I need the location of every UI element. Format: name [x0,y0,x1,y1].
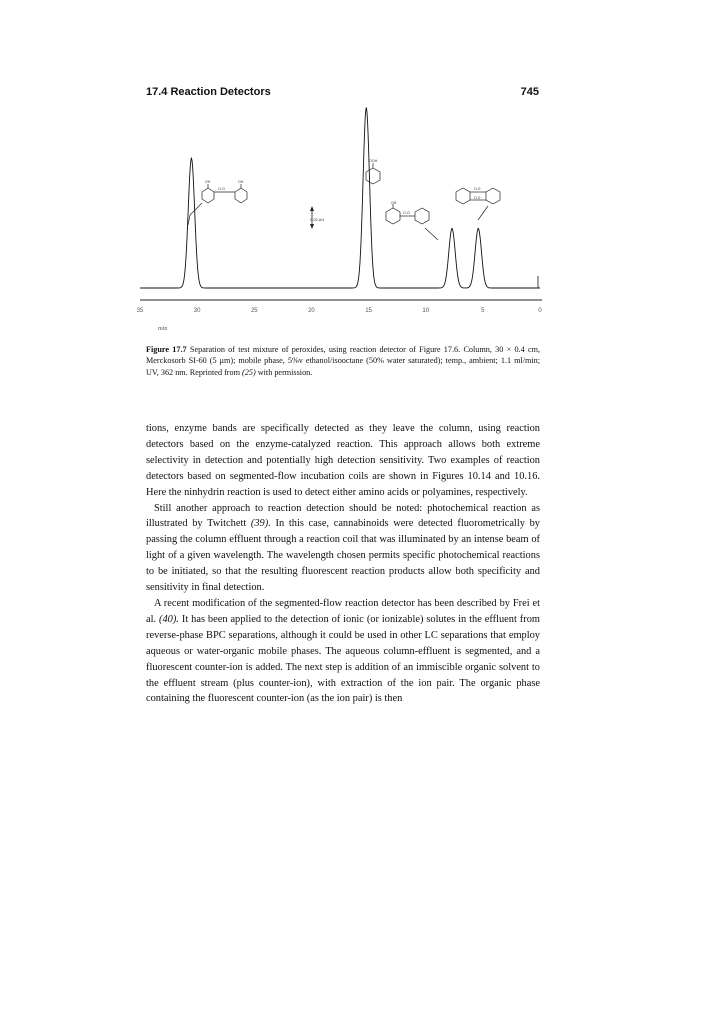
figure-number: Figure 17.7 [146,345,187,354]
figure-caption [146,344,540,378]
paragraph-3-ref: (40). [159,613,179,625]
paragraph-3-start: A recent modification of the segmented-flow reaction detector has been described by Frei et al. [146,597,540,625]
body-text [146,421,540,707]
peak-apex-4 [478,228,479,229]
label-oo-4a: O-O [474,187,481,191]
structure-cyclic-diperoxide [456,188,500,220]
x-tick-label: 35 [136,308,144,314]
label-oo-4b: O-O [474,196,481,200]
structure-hydroperoxide [366,163,380,184]
page-number: 745 [520,86,539,98]
label-oh-3: OH [391,201,397,205]
x-tick-label: 30 [193,308,201,314]
label-oh-left: OH [205,180,211,184]
peak-apex-1 [191,158,192,159]
x-tick-label: 0 [538,308,542,314]
label-oh-right: OH [238,180,244,184]
peak-apex-2 [366,107,367,108]
caption-reference: (25) [242,367,256,377]
paragraph-2-ref: (39). [250,518,271,530]
structure-hydroxy-peroxide [386,204,438,240]
paragraph-2-end: In this case, cannabinoids were detected fluorometrically by passing the column effluent through a reaction coil that was illuminated by an intense beam of light of a given wavelength. The wavelength chosen permits specific photochemical reactions to be initiated, so that the resulting fluorescent reaction products allow both specificity and sensitivity in final detection. [146,518,540,594]
paragraph-2-start: Still another approach to reaction detection should be noted: photochemical reaction as illustrated by Twitchett [146,502,540,530]
paragraph-3-end: It has been applied to the detection of ionic (or ionizable) solutes in the effluent from reverse-phase BPC separations, although it could be used in other LC separations that employ aqueous or water-organic mobile phases. The aqueous column-effluent is segmented, and a fluorescent counter-ion is added. The next step is addition of an immiscible organic solvent to the effluent stream (plus counter-ion), with extraction of the ion pair. The organic phase containing the fluorescent counter-ion (as the ion pair) is then [146,613,540,705]
x-tick-label: 15 [365,308,372,314]
label-oo-1: O-O [218,187,225,191]
label-oo-3: O-O [403,211,410,215]
caption-text: Separation of test mixture of peroxides, using reaction detector of Figure 17.6. Column, 30 × 0.4 cm, Merckosorb SI-60 (5 μm); mobile phase, 5%v ethanol/isooctane (50% water saturated); temp., ambient; 1.1 ml/min; UV, 362 nm. Reprinted from [146,345,541,377]
x-tick-label: 25 [250,308,258,314]
x-tick-label: 20 [308,308,315,314]
x-tick-label: 5 [481,308,485,314]
x-tick-label: 10 [422,308,430,314]
chromatogram-figure [136,100,560,338]
scale-bar [310,206,324,229]
peak-apex-3 [451,228,452,229]
x-axis-label: min [158,326,168,332]
scale-bar-label: 0.02 AU [310,217,325,222]
paragraph-2 [146,501,540,596]
section-title: 17.4 Reaction Detectors [146,86,271,98]
label-ooh: OOH [369,159,378,163]
paragraph-3 [146,596,540,707]
caption-text-end: with permission. [257,367,313,377]
chromatogram-svg [136,100,560,338]
paragraph-1: tions, enzyme bands are specifically detected as they leave the column, using reaction detectors based on the enzyme-catalyzed reaction. This approach allows both extreme selectivity in detection and potentially high detection sensitivity. Two examples of reaction detectors based on segmented-flow incubation coils are shown in Figures 10.14 and 10.16. Here the ninhydrin reaction is used to detect either amino acids or polyamines, respectively. [146,423,540,498]
